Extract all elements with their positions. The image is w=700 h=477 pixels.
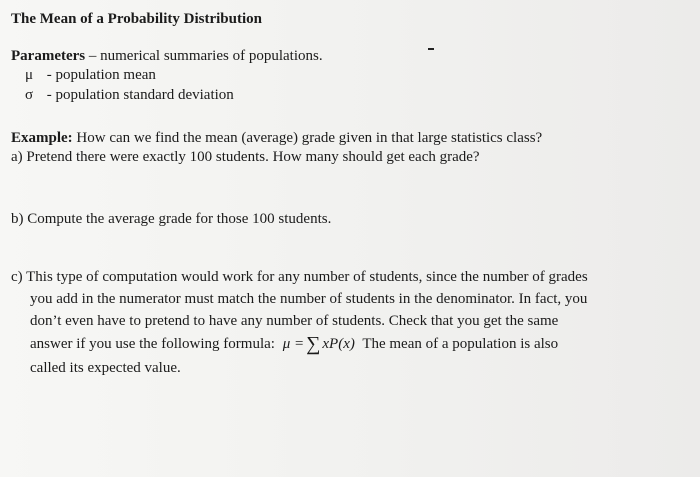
dash-mark — [428, 48, 434, 50]
sum-symbol: ∑ — [306, 333, 321, 355]
question-c-line-5: called its expected value. — [30, 360, 181, 376]
formula-left: μ = — [282, 336, 305, 352]
example-label: Example: — [11, 130, 73, 146]
formula-right: xP(x) — [322, 336, 355, 352]
question-c-line-3: don’t even have to pretend to have any number of students. Check that you get the same — [30, 313, 559, 329]
sigma-definition — [25, 86, 234, 104]
parameters-line — [11, 47, 323, 65]
question-c-line-4 — [30, 334, 558, 354]
mu-symbol: μ — [25, 67, 34, 83]
parameters-description: – numerical summaries of populations. — [85, 48, 323, 64]
sigma-definition-text: - population standard deviation — [43, 87, 234, 103]
mu-definition — [25, 66, 156, 84]
formula-explanation: The mean of a population is also — [358, 336, 559, 352]
question-b: b) Compute the average grade for those 100 students. — [11, 211, 332, 227]
page-title: The Mean of a Probability Distribution — [11, 11, 262, 27]
question-c-line-2: you add in the numerator must match the number of students in the denominator. In fact, you — [30, 291, 588, 307]
formula-intro-text: answer if you use the following formula: — [30, 336, 275, 352]
question-a: a) Pretend there were exactly 100 students. How many should get each grade? — [11, 149, 480, 165]
example-line — [11, 129, 542, 147]
expected-value-formula — [283, 334, 355, 354]
mu-definition-text: - population mean — [43, 67, 156, 83]
example-text: How can we find the mean (average) grade given in that large statistics class? — [72, 130, 543, 146]
sigma-symbol: σ — [25, 87, 34, 103]
question-c-line-1: c) This type of computation would work for any number of students, since the number of grades — [11, 269, 588, 285]
parameters-label: Parameters — [11, 48, 86, 64]
